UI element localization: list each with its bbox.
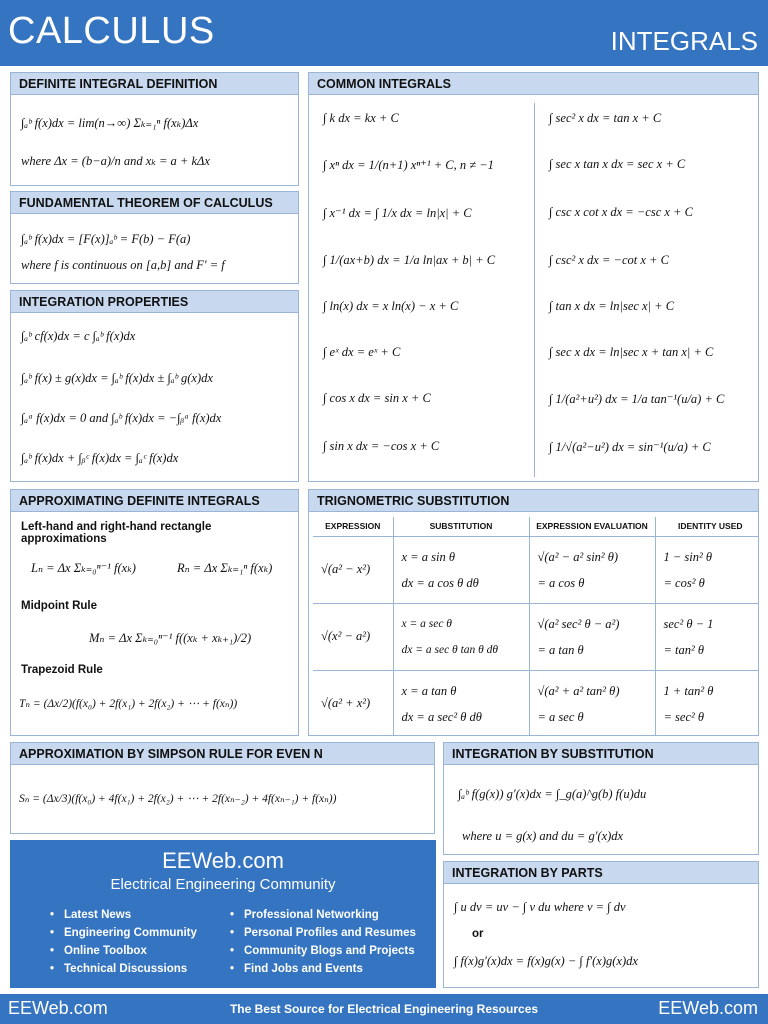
common-integral-item: ∫ sec² x dx = tan x + C [549,111,662,125]
section-title: APPROXIMATING DEFINITE INTEGRALS [11,490,298,512]
parts-formula-2: ∫ f(x)g′(x)dx = f(x)g(x) − ∫ f′(x)g(x)dx [454,954,638,968]
identity-line: = cos² θ [663,575,705,590]
parts-or: or [472,928,484,940]
footer-brand-right[interactable]: EEWeb.com [658,998,758,1018]
property-item: ∫ₐᵇ f(x)dx + ∫ᵦᶜ f(x)dx = ∫ₐᶜ f(x)dx [21,451,179,465]
identity-line: = sec² θ [663,709,705,724]
left-hand-formula: Lₙ = Δx Σₖ₌₀ⁿ⁻¹ f(xₖ) [31,561,136,575]
expression-cell: √(a² − x²) [313,536,393,603]
list-item: • Technical Discussions [50,960,197,978]
section-title: TRIGNOMETRIC SUBSTITUTION [309,490,758,512]
evaluation-line: = a cos θ [537,575,585,590]
definite-integral-section [10,72,299,186]
ftc-where: where f is continuous on [a,b] and F′ = f [21,258,225,272]
evaluation-line: √(a² − a² sin² θ) [537,549,619,564]
evaluation-cell [529,670,655,736]
common-integral-item: ∫ csc x cot x dx = −csc x + C [549,205,693,219]
evaluation-line: = a sec θ [537,709,584,724]
list-item: • Personal Profiles and Resumes [230,924,416,942]
common-integrals-section [308,72,759,482]
list-item: • Online Toolbox [50,942,197,960]
section-title: FUNDAMENTAL THEOREM OF CALCULUS [11,192,298,214]
page-header [0,0,768,66]
promo-brand[interactable]: EEWeb.com [162,848,284,873]
column-header: IDENTITY USED [655,517,759,536]
column-header: EXPRESSION EVALUATION [529,517,655,536]
identity-line: = tan² θ [663,642,705,657]
definite-formula: ∫ₐᵇ f(x)dx = lim(n→∞) Σₖ₌₁ⁿ f(xₖ)Δx [21,116,199,130]
identity-line: 1 + tan² θ [663,683,714,698]
common-integral-item: ∫ csc² x dx = −cot x + C [549,253,669,267]
promo-list-right [230,906,416,978]
table-row [313,536,759,603]
substitution-line: x = a sec θ [401,617,452,630]
integration-properties-section [10,290,299,482]
trapezoid-formula: Tₙ = (Δx/2)(f(x₀) + 2f(x₁) + 2f(x₂) + ⋯ + f(xₙ)) [19,698,238,710]
table-row [313,670,759,736]
evaluation-line: = a tan θ [537,642,584,657]
table-header-row [313,517,759,536]
column-divider [534,103,535,477]
property-item: ∫ₐᵇ cf(x)dx = c ∫ₐᵇ f(x)dx [21,329,136,343]
list-item: • Find Jobs and Events [230,960,416,978]
section-title: APPROXIMATION BY SIMPSON RULE FOR EVEN N [11,743,434,765]
simpson-rule-section [10,742,435,834]
substitution-line: x = a sin θ [401,549,455,564]
evaluation-cell [529,536,655,603]
common-integral-item: ∫ 1/√(a²−u²) dx = sin⁻¹(u/a) + C [549,440,711,454]
page-title: CALCULUS [8,10,215,52]
identity-line: 1 − sin² θ [663,549,713,564]
trig-substitution-section [308,489,759,736]
column-header: EXPRESSION [313,517,393,536]
substitution-cell [393,670,529,736]
integration-by-parts-section [443,861,759,988]
common-integral-item: ∫ ln(x) dx = x ln(x) − x + C [323,299,459,313]
page-subtitle: INTEGRALS [610,26,758,56]
evaluation-cell [529,603,655,670]
list-item: • Latest News [50,906,197,924]
footer-brand-left[interactable]: EEWeb.com [8,998,108,1018]
trapezoid-label: Trapezoid Rule [21,664,103,676]
table-row [313,603,759,670]
common-integral-item: ∫ eˣ dx = eˣ + C [323,345,401,359]
property-item: ∫ₐᵃ f(x)dx = 0 and ∫ₐᵇ f(x)dx = −∫ᵦᵃ f(x)dx [21,411,222,425]
integration-by-substitution-section [443,742,759,855]
section-title: INTEGRATION BY SUBSTITUTION [444,743,758,765]
eeweb-promo [10,840,436,988]
substitution-cell [393,603,529,670]
substitution-line: dx = a cos θ dθ [401,575,479,590]
identity-cell [655,670,759,736]
list-item: • Community Blogs and Projects [230,942,416,960]
list-item: • Professional Networking [230,906,416,924]
section-title: INTEGRATION PROPERTIES [11,291,298,313]
expression-cell: √(a² + x²) [313,670,393,736]
column-header: SUBSTITUTION [393,517,529,536]
substitution-line: x = a tan θ [401,683,457,698]
common-integral-item: ∫ cos x dx = sin x + C [323,391,431,405]
identity-line: sec² θ − 1 [663,616,714,631]
common-integral-item: ∫ 1/(a²+u²) dx = 1/a tan⁻¹(u/a) + C [549,392,725,406]
midpoint-label: Midpoint Rule [21,600,98,612]
common-integral-item: ∫ sec x tan x dx = sec x + C [549,157,686,171]
promo-list-left [50,906,197,978]
parts-formula-1: ∫ u dv = uv − ∫ v du where v = ∫ dv [454,900,626,914]
promo-tagline: Electrical Engineering Community [110,876,336,893]
midpoint-formula: Mₙ = Δx Σₖ₌₀ⁿ⁻¹ f((xₖ + xₖ₊₁)/2) [89,631,252,645]
page-footer [0,994,768,1024]
common-integral-item: ∫ k dx = kx + C [323,111,399,125]
simpson-formula: Sₙ = (Δx/3)(f(x₀) + 4f(x₁) + 2f(x₂) + ⋯ + 2f(xₙ₋₂) + 4f(xₙ₋₁) + f(xₙ)) [19,793,337,805]
property-item: ∫ₐᵇ f(x) ± g(x)dx = ∫ₐᵇ f(x)dx ± ∫ₐᵇ g(x)dx [21,371,213,385]
list-item: • Engineering Community [50,924,197,942]
substitution-where: where u = g(x) and du = g′(x)dx [462,829,624,843]
section-title: DEFINITE INTEGRAL DEFINITION [11,73,298,95]
trig-table [313,517,759,736]
expression-cell: √(x² − a²) [313,603,393,670]
right-hand-formula: Rₙ = Δx Σₖ₌₁ⁿ f(xₖ) [177,561,273,575]
common-integral-item: ∫ 1/(ax+b) dx = 1/a ln|ax + b| + C [323,253,496,267]
approximating-integrals-section [10,489,299,736]
common-integral-item: ∫ sin x dx = −cos x + C [323,439,440,453]
common-integral-item: ∫ tan x dx = ln|sec x| + C [549,299,675,313]
rectangle-label: Left-hand and right-hand rectangle approximations [21,521,212,545]
identity-cell [655,536,759,603]
evaluation-line: √(a² + a² tan² θ) [537,683,620,698]
substitution-line: dx = a sec² θ dθ [401,709,482,724]
substitution-formula: ∫ₐᵇ f(g(x)) g′(x)dx = ∫_g(a)^g(b) f(u)du [458,787,647,801]
common-integral-item: ∫ xⁿ dx = 1/(n+1) xⁿ⁺¹ + C, n ≠ −1 [323,158,494,172]
ftc-section [10,191,299,284]
common-integral-item: ∫ sec x dx = ln|sec x + tan x| + C [549,345,714,359]
common-integral-item: ∫ x⁻¹ dx = ∫ 1/x dx = ln|x| + C [323,206,472,220]
ftc-formula: ∫ₐᵇ f(x)dx = [F(x)]ₐᵇ = F(b) − F(a) [21,232,191,246]
evaluation-line: √(a² sec² θ − a²) [537,616,620,631]
section-title: INTEGRATION BY PARTS [444,862,758,884]
identity-cell [655,603,759,670]
substitution-cell [393,536,529,603]
footer-tagline: The Best Source for Electrical Engineering Resources [229,1002,539,1016]
substitution-line: dx = a sec θ tan θ dθ [401,643,499,656]
definite-where: where Δx = (b−a)/n and xₖ = a + kΔx [21,154,210,168]
section-title: COMMON INTEGRALS [309,73,758,95]
